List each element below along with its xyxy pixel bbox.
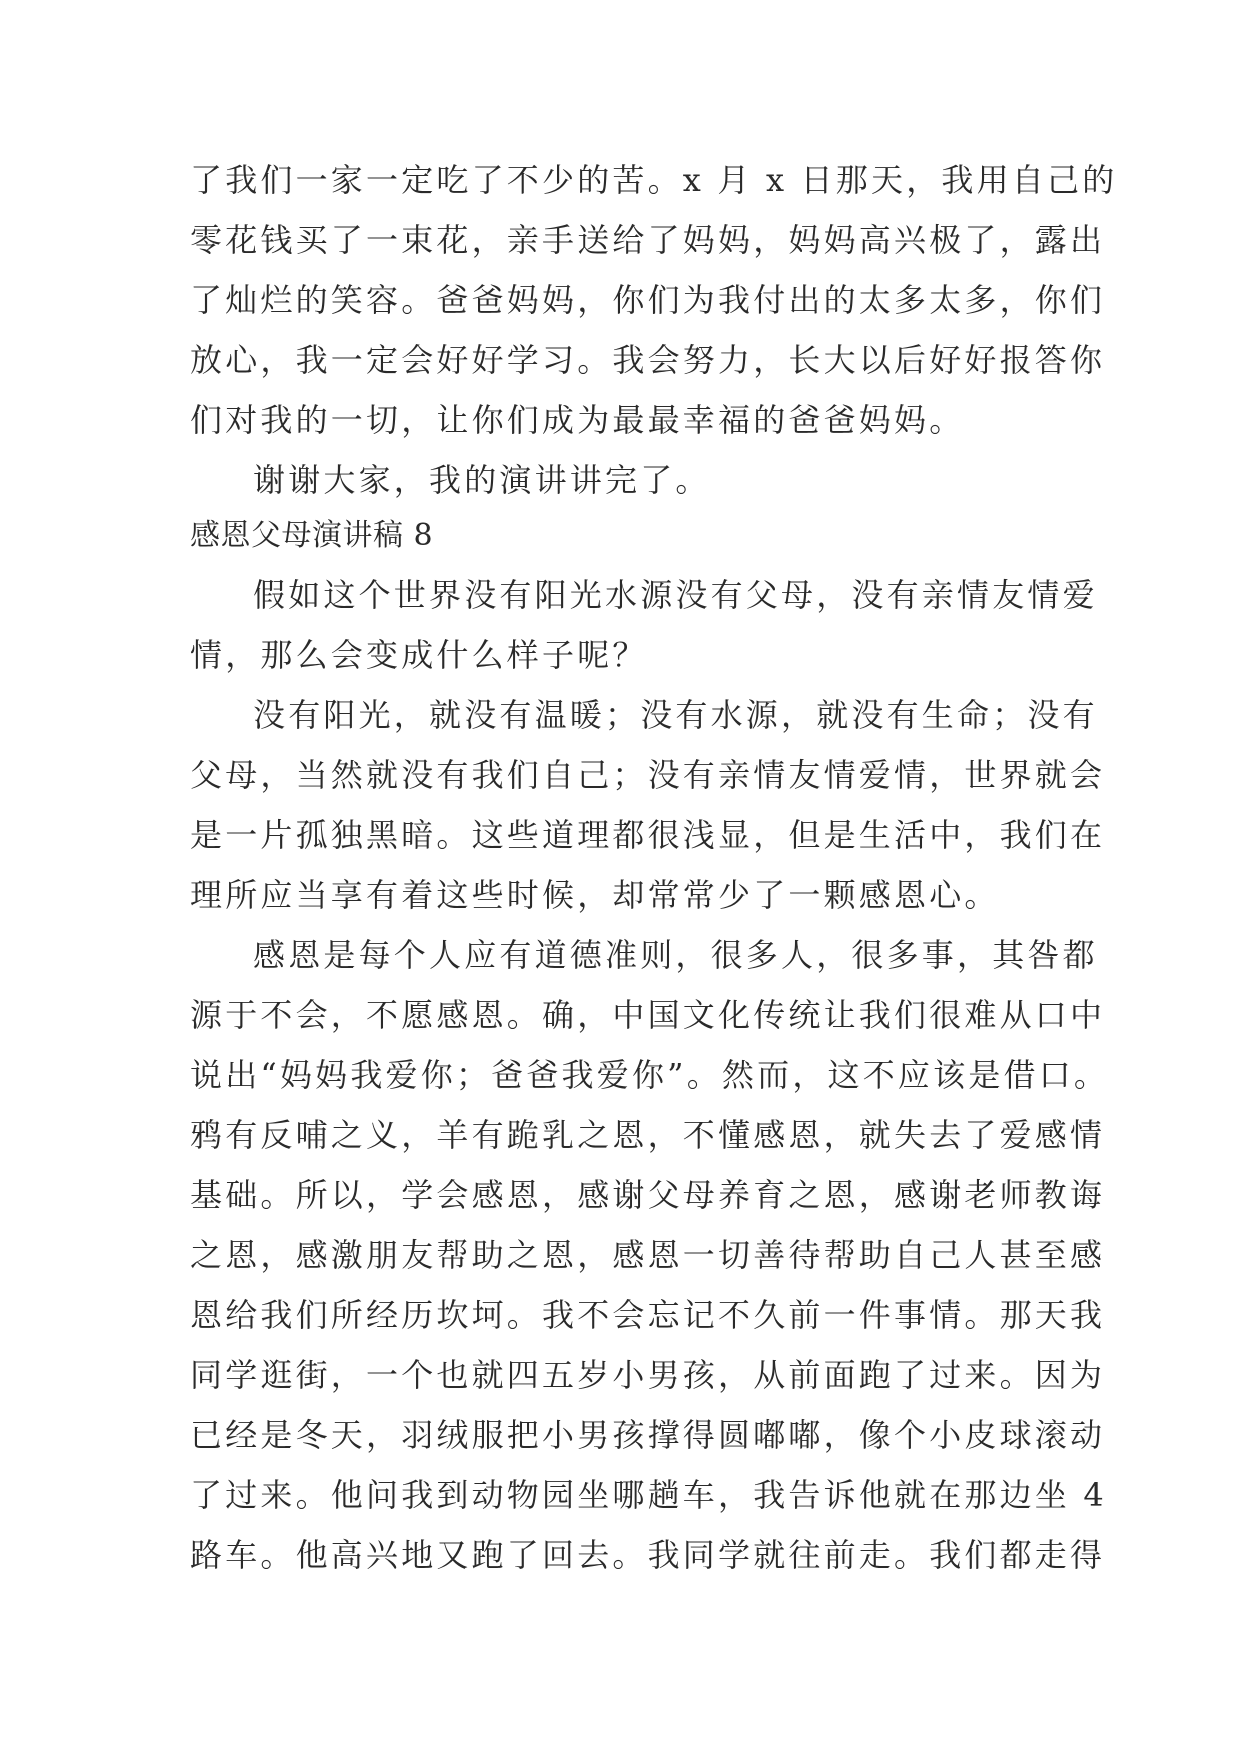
text-line: 假如这个世界没有阳光水源没有父母，没有亲情友情爱 [253, 576, 1098, 614]
text-line: 之恩，感激朋友帮助之恩，感恩一切善待帮助自己人甚至感 [190, 1236, 1106, 1274]
text-line: 放心，我一定会好好学习。我会努力，长大以后好好报答你 [190, 341, 1106, 379]
text-line: 是一片孤独黑暗。这些道理都很浅显，但是生活中，我们在 [190, 816, 1106, 854]
text-line: 已经是冬天，羽绒服把小男孩撑得圆嘟嘟，像个小皮球滚动 [190, 1416, 1106, 1454]
section-heading: 感恩父母演讲稿 8 [190, 518, 434, 553]
text-line: 路车。他高兴地又跑了回去。我同学就往前走。我们都走得 [190, 1536, 1106, 1574]
text-line: 鸦有反哺之义，羊有跪乳之恩，不懂感恩，就失去了爱感情 [190, 1116, 1106, 1154]
text-line: 源于不会，不愿感恩。确，中国文化传统让我们很难从口中 [190, 996, 1106, 1034]
text-line: 感恩是每个人应有道德准则，很多人，很多事，其咎都 [253, 936, 1098, 974]
text-line: 们对我的一切，让你们成为最最幸福的爸爸妈妈。 [190, 401, 965, 439]
text-line: 了过来。他问我到动物园坐哪趟车，我告诉他就在那边坐 4 [190, 1476, 1107, 1514]
text-line: 恩给我们所经历坎坷。我不会忘记不久前一件事情。那天我 [190, 1296, 1106, 1334]
text-line: 同学逛街，一个也就四五岁小男孩，从前面跑了过来。因为 [190, 1356, 1106, 1394]
text-line: 情，那么会变成什么样子呢？ [190, 636, 648, 674]
text-line: 了灿烂的笑容。爸爸妈妈，你们为我付出的太多太多，你们 [190, 281, 1106, 319]
text-line: 了我们一家一定吃了不少的苦。x 月 x 日那天，我用自己的 [190, 161, 1118, 199]
text-line: 基础。所以，学会感恩，感谢父母养育之恩，感谢老师教诲 [190, 1176, 1106, 1214]
text-line: 谢谢大家，我的演讲讲完了。 [253, 461, 711, 499]
text-line: 理所应当享有着这些时候，却常常少了一颗感恩心。 [190, 876, 1000, 914]
text-line: 说出“妈妈我爱你；爸爸我爱你”。然而，这不应该是借口。 [190, 1056, 1110, 1094]
text-line: 父母，当然就没有我们自己；没有亲情友情爱情，世界就会 [190, 756, 1106, 794]
text-line: 没有阳光，就没有温暖；没有水源，就没有生命；没有 [253, 696, 1098, 734]
text-line: 零花钱买了一束花，亲手送给了妈妈，妈妈高兴极了，露出 [190, 221, 1106, 259]
